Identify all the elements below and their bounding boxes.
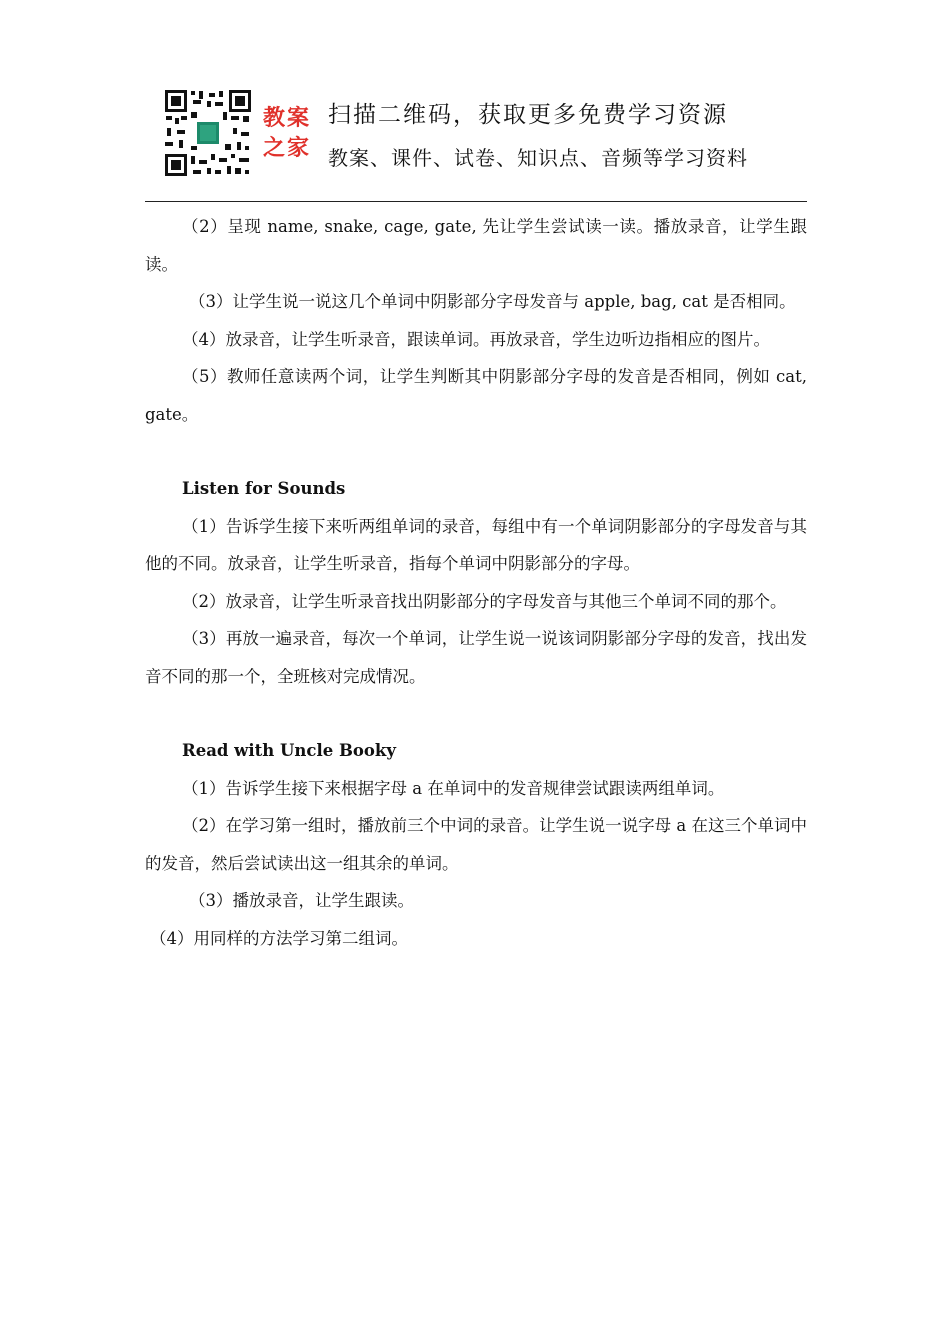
paragraph: （3）让学生说一说这几个单词中阴影部分字母发音与 apple, bag, cat 是否相同。	[189, 292, 796, 311]
paragraph: （4）放录音，让学生听录音，跟读单词。再放录音，学生边听边指相应的图片。	[182, 329, 770, 349]
brand-logo: 教案 之家	[263, 106, 312, 161]
paragraph: （4）用同样的方法学习第二组词。	[150, 928, 408, 948]
spacer	[145, 433, 807, 470]
paragraph: （2）在学习第一组时，播放前三个中词的录音。让学生说一说字母 a 在这三个单词中的发音，然后尝试读出这一组其余的单词。	[145, 816, 807, 873]
header-tagline-primary: 扫描二维码，获取更多免费学习资源	[328, 102, 728, 128]
paragraph: （1）告诉学生接下来根据字母 a 在单词中的发音规律尝试跟读两组单词。	[182, 778, 725, 798]
paragraph: （3）播放录音，让学生跟读。	[189, 891, 414, 910]
spacer	[145, 695, 807, 732]
header-divider	[145, 201, 807, 202]
document-body	[145, 208, 807, 957]
section-heading: Read with Uncle Booky	[182, 741, 396, 760]
page-header	[163, 88, 803, 180]
qr-code-icon	[163, 88, 253, 178]
header-tagline-secondary: 教案、课件、试卷、知识点、音频等学习资料	[328, 146, 748, 170]
paragraph: （3）再放一遍录音，每次一个单词，让学生说一说该词阴影部分字母的发音，找出发音不同的那一个，全班核对完成情况。	[145, 629, 807, 686]
section-heading: Listen for Sounds	[182, 479, 346, 498]
paragraph: （2）放录音，让学生听录音找出阴影部分的字母发音与其他三个单词不同的那个。	[182, 591, 787, 611]
paragraph: （1）告诉学生接下来听两组单词的录音，每组中有一个单词阴影部分的字母发音与其他的不同。放录音，让学生听录音，指每个单词中阴影部分的字母。	[145, 516, 807, 573]
paragraph: （2）呈现 name, snake, cage, gate, 先让学生尝试读一读。播放录音，让学生跟读。	[145, 217, 807, 274]
paragraph: （5）教师任意读两个词，让学生判断其中阴影部分字母的发音是否相同，例如 cat, gate。	[145, 367, 807, 424]
